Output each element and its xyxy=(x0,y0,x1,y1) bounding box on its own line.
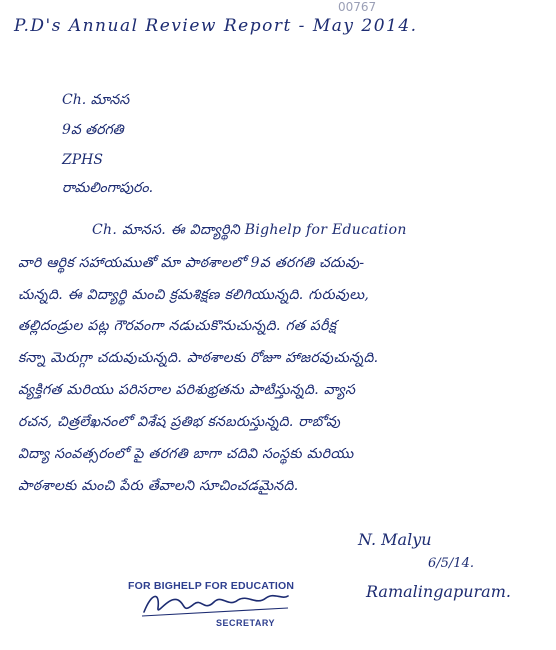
report-title: P.D's Annual Review Report - May 2014. xyxy=(14,16,418,36)
signature-date: 6/5/14. xyxy=(428,556,474,571)
body-line: చున్నది. ఈ విద్యార్థి మంచి క్రమశిక్షణ కలిగియున్నది. గురువులు, xyxy=(18,287,370,303)
signature-name: N. Malyu xyxy=(358,530,432,549)
secretary-stamp xyxy=(128,580,296,640)
body-line: వారి ఆర్థిక సహాయముతో మా పాఠశాలలో 9వ తరగతి చదువు- xyxy=(18,255,365,271)
signature-place: Ramalingapuram. xyxy=(366,582,511,601)
body-line: తల్లిదండ్రుల పట్ల గౌరవంగా నడుచుకొనుచున్నది. గత పరీక్ష xyxy=(18,318,337,334)
body-line: వ్యక్తిగత మరియు పరిసరాల పరిశుభ్రతను పాటిస్తున్నది. వ్యాస xyxy=(18,382,356,398)
body-line: రచన, చిత్రలేఖనంలో విశేష ప్రతిభ కనబరుస్తున్నది. రాబోవు xyxy=(18,414,341,430)
body-line: విద్యా సంవత్సరంలో పై తరగతి బాగా చదివి సంస్థకు మరియు xyxy=(18,446,354,462)
stamp-role: SECRETARY xyxy=(216,618,276,628)
secretary-signature-scribble xyxy=(138,586,298,620)
body-line: పాఠశాలకు మంచి పేరు తేవాలని సూచించడమైనది. xyxy=(18,478,299,494)
address-line-name: Ch. మానస xyxy=(62,92,130,108)
ref-code: 00767 xyxy=(338,0,377,14)
stamp-org: FOR BIGHELP FOR EDUCATION xyxy=(128,580,295,592)
address-line-school: ZPHS xyxy=(62,152,103,168)
address-line-village: రామలింగాపురం. xyxy=(62,180,154,196)
body-line: కన్నా మెరుగ్గా చదువుచున్నది. పాఠశాలకు రోజూ హాజరవుచున్నది. xyxy=(18,350,379,366)
body-line: Ch. మానస. ఈ విద్యార్థిని Bighelp for Education xyxy=(92,222,407,238)
address-line-class: 9వ తరగతి xyxy=(62,122,124,138)
